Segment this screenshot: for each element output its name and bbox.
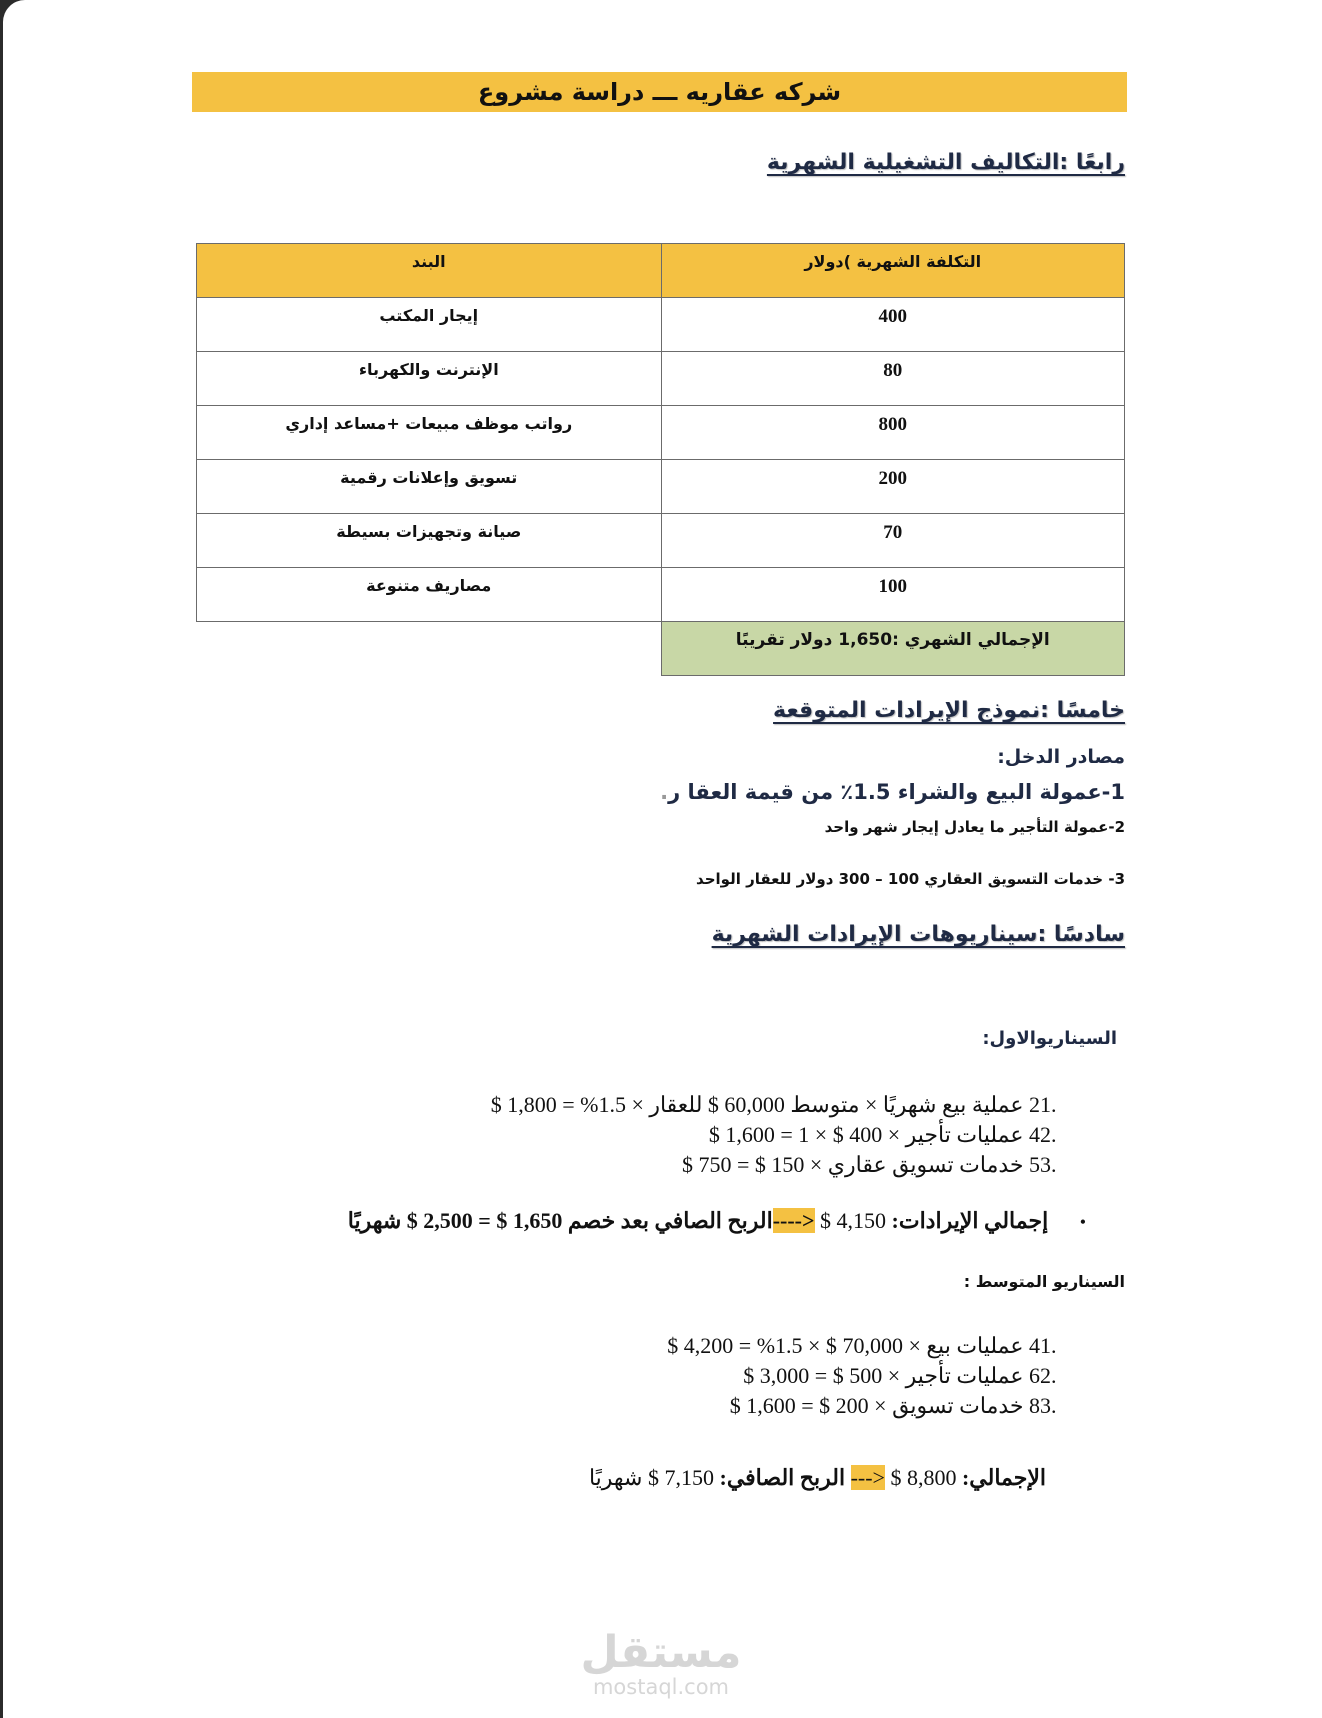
list-item: [667, 1333, 1086, 1363]
watermark-latin: mostaql.com: [592, 1675, 730, 1699]
scenario1-summary: [348, 1208, 1086, 1234]
document-page: [3, 0, 1322, 1718]
row-cost: 200: [661, 460, 1125, 514]
scenario2-list: [667, 1333, 1086, 1423]
list-text: 6 عمليات تأجير × 500 $ = 3,000 $: [743, 1363, 1040, 1388]
row-cost: 100: [661, 568, 1125, 622]
scenario1-title: السيناريوالاول:: [982, 1028, 1117, 1049]
list-text: 8 خدمات تسويق × 200 $ = 1,600 $: [729, 1393, 1040, 1418]
list-item: [491, 1122, 1086, 1152]
summary-revenue: 4,150 $: [820, 1208, 887, 1233]
watermark-arabic: مستقل: [580, 1627, 742, 1678]
summary-revenue: 8,800 $: [890, 1465, 957, 1490]
monthly-total: الإجمالي الشهري :1,650 دولار تقريبًا: [661, 622, 1125, 676]
mostaql-watermark: [571, 1627, 751, 1699]
row-item: صيانة وتجهيزات بسيطة: [197, 514, 662, 568]
list-text: 2 عملية بيع شهريًا × متوسط 60,000 $ للعقار × 1.5% = 1,800 $: [490, 1092, 1040, 1117]
document-title: شركه عقاريه ـــ دراسة مشروع: [477, 78, 842, 106]
table-total-row: [197, 622, 1125, 676]
table-row: [197, 406, 1125, 460]
summary-label: إجمالي الإيرادات:: [891, 1208, 1049, 1233]
table-row: [197, 460, 1125, 514]
row-item: إيجار المكتب: [197, 298, 662, 352]
row-item: الإنترنت والكهرباء: [197, 352, 662, 406]
list-item: [491, 1092, 1086, 1122]
table-header-row: [197, 244, 1125, 298]
document-title-bar: [192, 72, 1127, 112]
arrow-highlight: --->: [850, 1465, 885, 1490]
section4-heading: رابعًا :التكاليف التشغيلية الشهرية: [766, 150, 1125, 175]
list-number: 1.: [1040, 1092, 1057, 1117]
section5-heading: خامسًا :نموذج الإيرادات المتوقعة: [773, 698, 1125, 723]
list-number: 2.: [1040, 1363, 1057, 1388]
section6-heading: سادسًا :سيناريوهات الإيرادات الشهرية: [711, 922, 1125, 947]
list-item: [491, 1152, 1086, 1182]
scenario2-summary: [589, 1465, 1046, 1491]
row-cost: 800: [661, 406, 1125, 460]
arrow-highlight: ---->: [772, 1208, 815, 1233]
scenario1-list: [491, 1092, 1086, 1182]
profit-value: 7,150 $ شهريًا: [588, 1465, 714, 1490]
table-row: [197, 514, 1125, 568]
list-number: 1.: [1040, 1333, 1057, 1358]
row-cost: 80: [661, 352, 1125, 406]
list-item: [667, 1363, 1086, 1393]
row-cost: 400: [661, 298, 1125, 352]
list-item: [667, 1393, 1086, 1423]
row-item: مصاريف متنوعة: [197, 568, 662, 622]
row-item: رواتب موظف مبيعات +مساعد إداري: [197, 406, 662, 460]
table-row: [197, 298, 1125, 352]
list-text: 5 خدمات تسويق عقاري × 150 $ = 750 $: [681, 1152, 1040, 1177]
table-row: [197, 568, 1125, 622]
bullet-icon: •: [1079, 1212, 1086, 1232]
header-cost: التكلفة الشهرية )دولار: [661, 244, 1125, 298]
summary-profit: الربح الصافي بعد خصم 1,650 $ = 2,500 $ شهريًا: [347, 1208, 773, 1233]
summary-label: الإجمالي:: [961, 1465, 1046, 1490]
total-blank-cell: [197, 622, 662, 676]
row-item: تسويق وإعلانات رقمية: [197, 460, 662, 514]
operating-costs-table: [196, 243, 1125, 676]
profit-label: الربح الصافي:: [719, 1465, 846, 1490]
income-sources-label: مصادر الدخل:: [997, 746, 1125, 768]
table-row: [197, 352, 1125, 406]
income-source-3: 3- خدمات التسويق العقاري 100 – 300 دولار للعقار الواحد: [696, 870, 1125, 888]
income-source-2: 2-عمولة التأجير ما يعادل إيجار شهر واحد: [824, 818, 1125, 836]
list-number: 3.: [1040, 1393, 1057, 1418]
list-number: 2.: [1040, 1122, 1057, 1147]
row-cost: 70: [661, 514, 1125, 568]
income-source-1-text: 1-عمولة البيع والشراء 1.5٪ من قيمة العقا ر: [668, 780, 1125, 804]
list-text: 4 عمليات بيع × 70,000 $ × 1.5% = 4,200 $: [667, 1333, 1040, 1358]
scenario2-title: السيناريو المتوسط :: [963, 1272, 1125, 1291]
income-source-1: 1-عمولة البيع والشراء 1.5٪ من قيمة العقا ر.: [660, 780, 1125, 804]
list-text: 4 عمليات تأجير × 400 $ × 1 = 1,600 $: [708, 1122, 1040, 1147]
header-item: البند: [197, 244, 662, 298]
list-number: 3.: [1040, 1152, 1057, 1177]
